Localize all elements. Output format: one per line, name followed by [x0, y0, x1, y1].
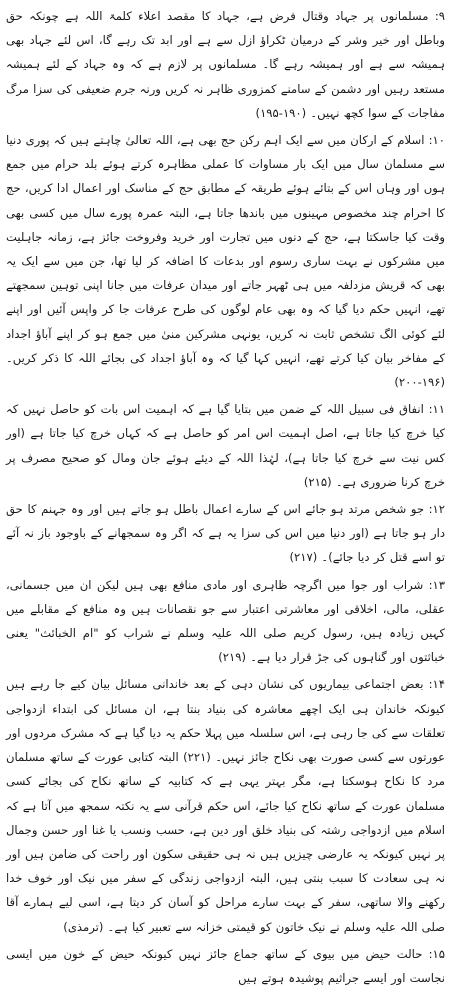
paragraph-10: ۱۰: اسلام کے ارکان میں سے ایک اہم رکن حج بھی ہے، اللہ تعالیٰ چاہتے ہیں کہ پوری دنیا سے مسلمان سال میں ایک بار مساوات کا عملی مظاہرہ کرتے ہوئے بلد حرام میں جمع ہوں اور وہاں اس کے بتائے ہوئے طریقہ کے مطابق حج کے مناسک اور اعمال ادا کریں، حج کا احرام چند مخصوص مہینوں میں باندھا جاتا ہے، البتہ عمرہ پورے سال میں کسی بھی وقت کیا جاسکتا ہے، حج کے دنوں میں تجارت اور خرید وفروخت جائز ہے، زمانہ جاہلیت میں مشرکوں نے بہت ساری رسوم اور بدعات کا اضافہ کر لیا تھا، جن میں سے ایک یہ بھی کہ قریش مزدلفہ میں ہی ٹھہر جاتے اور میدان عرفات میں جانا اپنی توہین سمجھتے تھے، انہیں حکم دیا گیا کہ وہ بھی عام لوگوں کی طرح عرفات جا کر واپس آئیں اور اپنے لئے کوئی الگ تشخص ثابت نہ کریں، یونہی مشرکین منیٰ میں جمع ہو کر اپنے آباؤ اجداد کے مفاخر بیان کیا کرتے تھے، انہیں کہا گیا کہ وہ آباؤ اجداد کی بجائے اللہ کا ذکر کریں۔ (۱۹۶-۲۰۰)	[6, 133, 445, 390]
paragraph-15: ۱۵: حالت حیض میں بیوی کے ساتھ جماع جائز نہیں کیونکہ حیض کے خون میں ایسی نجاست اور ایسے جراثیم پوشیدہ ہوتے ہیں	[6, 946, 445, 985]
paragraph-12: ۱۲: جو شخص مرتد ہو جائے اس کے سارے اعمال باطل ہو جاتے ہیں اور وہ جہنم کا حق دار ہو جاتا ہے (اور دنیا میں اس کی سزا یہ ہے کہ اگر وہ سمجھانے کے باوجود باز نہ آئے تو اسے قتل کر دیا جائے)۔ (۲۱۷)	[6, 502, 445, 565]
paragraph-9: ۹: مسلمانوں پر جہاد وقتال فرض ہے، جہاد کا مقصد اعلاء کلمۃ اللہ ہے چونکہ حق وباطل اور خیر وشر کے درمیان ٹکراؤ ازل سے ہے اور ابد تک رہے گا، اس لئے جہاد بھی ہمیشہ سے ہے اور ہمیشہ رہے گا۔ مسلمانوں پر لازم ہے کہ وہ جہاد کے لئے ہمیشہ مستعد رہیں اور دشمن کے سامنے کمزوری ظاہر نہ کریں ورنہ جرم ضعیفی کی سزا مرگ مفاجات کے سوا کچھ نہیں۔ (۱۹۰-۱۹۵)	[6, 9, 445, 120]
paragraph-11: ۱۱: انفاق فی سبیل اللہ کے ضمن میں بتایا گیا ہے کہ اہمیت اس بات کو حاصل نہیں کہ کیا خرچ کیا جاتا ہے، اصل اہمیت اس امر کو حاصل ہے کہ کہاں خرچ کیا جاتا ہے (اور کس نیت سے خرچ کیا جاتا ہے)، لہٰذا اللہ کے دیئے ہوئے جان ومال کو صحیح مصرف پر خرچ کرنا ضروری ہے۔ (۲۱۵)	[6, 402, 445, 489]
paragraph-13: ۱۳: شراب اور جوا میں اگرچہ ظاہری اور مادی منافع بھی ہیں لیکن ان میں جسمانی، عقلی، مالی، اخلاقی اور معاشرتی اعتبار سے جو نقصانات ہیں وہ منافع کے مقابلے میں کہیں زیادہ ہیں، رسول کریم صلی اللہ علیہ وسلم نے شراب کو "ام الخبائث" یعنی خباثتوں اور گناہوں کی جڑ قرار دیا ہے۔ (۲۱۹)	[6, 577, 445, 665]
paragraph-14: ۱۴: بعض اجتماعی بیماریوں کی نشان دہی کے بعد خاندانی مسائل بیان کیے جا رہے ہیں کیونکہ خاندان ہی ایک اچھے معاشرہ کی بنیاد بنتا ہے، ان مسائل کی ابتداء ازدواجی تعلقات سے کی جا رہی ہے، اس سلسلہ میں پہلا حکم یہ دیا گیا ہے کہ مشرک مردوں اور عورتوں سے کسی صورت بھی نکاح جائز نہیں۔ (۲۲۱) البتہ کتابی عورت کے ساتھ مسلمان مرد کا نکاح ہوسکتا ہے، مگر بہتر یہی ہے کہ کتابیہ کے ساتھ نکاح کی بجائے کسی مسلمان عورت کے ساتھ نکاح کیا جائے، اس حکم قرآنی سے یہ نکتہ سمجھ میں آتا ہے کہ اسلام میں ازدواجی رشتہ کی بنیاد خلق اور دین ہے، حسب ونسب یا غنا اور حسن وجمال پر نہیں کیونکہ یہ عارضی چیزیں ہیں نہ ہی حقیقی سکون اور راحت کی ضامن ہیں اور نہ ہی سعادت کا سبب بنتی ہیں، البتہ ازدواجی زندگی کے سفر میں نیک اور خوف خدا رکھنے والا ساتھی، سفر کے بہت سارے مراحل کو آسان کر دیتا ہے، اسی لیے ہمارے آقا صلی اللہ علیہ وسلم نے نیک خاتون کو قیمتی خزانہ سے تعبیر کیا ہے۔ (ترمذی)	[6, 677, 445, 934]
